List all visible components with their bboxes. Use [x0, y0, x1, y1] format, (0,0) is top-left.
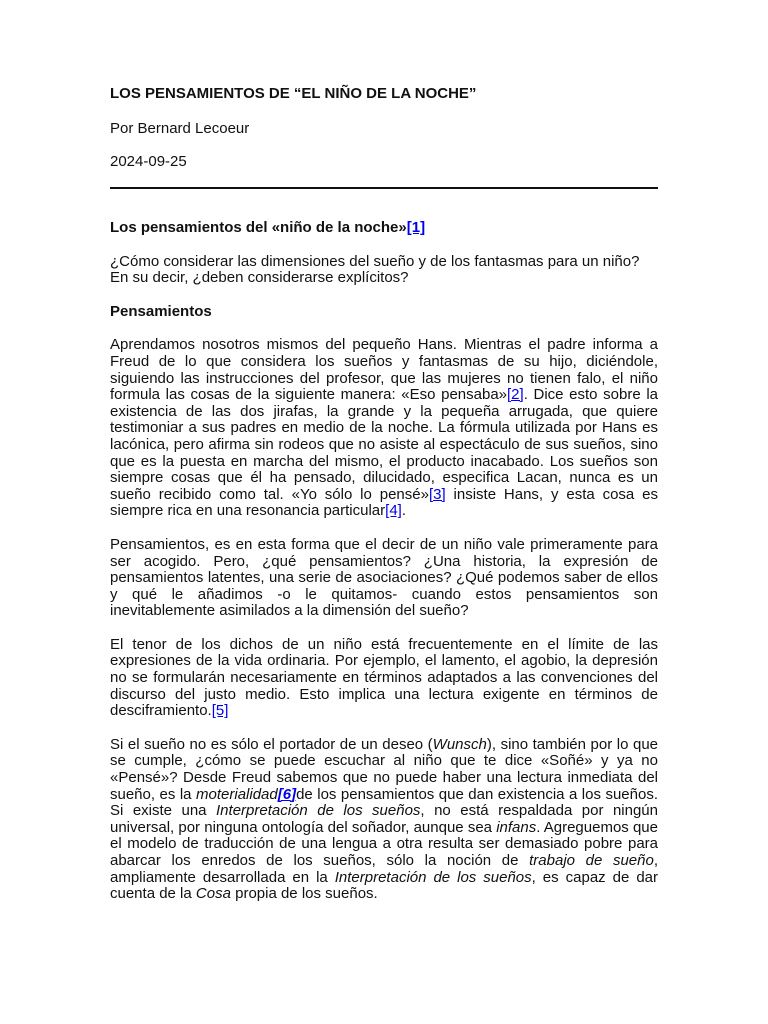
- paragraph-text: insiste Hans, y esta cosa es siempre rica en una resonancia particular: [110, 485, 658, 520]
- publication-date: 2024-09-25: [110, 153, 187, 170]
- paragraph-2: Pensamientos, es en esta forma que el decir de un niño vale primeramente para ser acogido. Pero, ¿qué pensamientos? ¿Una historia, la expresión de pensamientos latentes, una serie de asociaciones? ¿Qué podemos saber de ellos y qué le añadimos -o le quitamos- cuando estos pensamientos son inevitablemente asimilados a la dimensión del sueño?: [110, 535, 658, 620]
- article-heading-text: Los pensamientos del «niño de la noche»: [110, 219, 407, 236]
- document-title: LOS PENSAMIENTOS DE “EL NIÑO DE LA NOCHE”: [110, 85, 477, 102]
- paragraph-text: . Agreguemos que el modelo de traducción de una lengua a otra resulta ser demasiado pobre para abarcar los enredos de los sueños, sólo la noción de: [110, 818, 658, 869]
- footnote-link-4[interactable]: [4]: [385, 502, 402, 520]
- footnote-link-6[interactable]: [6]: [277, 785, 297, 803]
- paragraph-text: , es capaz de dar cuenta de la: [110, 868, 658, 903]
- book-title-interpretacion: Interpretación de los sueños: [334, 868, 532, 886]
- paragraph-text: Aprendamos nosotros mismos del pequeño Hans. Mientras el padre informa a Freud de lo que considera los sueños y fantasmas de su hijo, diciéndole, siguiendo las instrucciones del profesor, que las mujeres no tienen falo, el niño formula las cosas de la siguiente manera: «Eso pensaba»: [110, 336, 658, 404]
- paragraph-text: propia de los sueños.: [230, 885, 378, 903]
- paragraph-4: [110, 737, 658, 903]
- paragraph-text: El tenor de los dichos de un niño está frecuentemente en el límite de las expresiones de la vida ordinaria. Por ejemplo, el lamento, el agobio, la depresión no se formularán necesariamente en términos adaptados a las convenciones del discurso del justo medio. Esto implica una lectura exigente en términos de desciframiento.: [110, 635, 658, 720]
- term-wunsch: Wunsch: [432, 735, 487, 753]
- footnote-link-1[interactable]: [1]: [406, 219, 426, 236]
- section-title: Pensamientos: [110, 302, 212, 320]
- paragraph-text: , no está respaldada por ningún universal, por ninguna ontología del soñador, aunque sea: [110, 802, 658, 836]
- paragraph-text: .: [401, 502, 407, 520]
- paragraph-text: de los pensamientos que dan existencia a los sueños. Si existe una: [110, 785, 659, 820]
- paragraph-1: [110, 337, 658, 520]
- author-line: Por Bernard Lecoeur: [110, 120, 250, 137]
- footnote-link-2[interactable]: [2]: [507, 386, 524, 404]
- term-materialidad: moterialidad: [196, 785, 278, 803]
- term-trabajo-de-sueno: trabajo de sueño: [529, 852, 654, 869]
- footnote-link-3[interactable]: [3]: [428, 485, 446, 503]
- paragraph-text: , ampliamente desarrollada en la: [110, 852, 658, 886]
- paragraph-3: [110, 637, 658, 720]
- term-cosa: Cosa: [195, 885, 231, 903]
- header-divider: [110, 187, 658, 189]
- book-title-interpretacion: Interpretación de los sueños: [216, 802, 421, 820]
- intro-paragraph: ¿Cómo considerar las dimensiones del sueño y de los fantasmas para un niño? En su decir, ¿deben considerarse explícitos?: [110, 252, 640, 287]
- footnote-link-5[interactable]: [5]: [211, 702, 229, 720]
- paragraph-text: . Dice esto sobre la existencia de las dos jirafas, la grande y la pequeña arrugada, que quiere testimoniar a sus padres en medio de la noche. La fórmula utilizada por Hans es lacónica, pero afirma sin rodeos que no asiste al espectáculo de sus sueños, sino que es la puesta en marcha del mismo, el producto inacabado. Los sueños son siempre cosas que él ha pensado, dilucidado, especifica Lacan, nunca es un sueño recibido como tal. «Yo sólo lo pensé»: [110, 386, 658, 503]
- paragraph-text: Si el sueño no es sólo el portador de un deseo (: [110, 735, 433, 753]
- article-heading: [110, 220, 658, 237]
- paragraph-text: ), sino también por lo que se cumple, ¿cómo se puede escuchar al niño que te dice «Soñé» y ya no «Pensé»? Desde Freud sabemos que no puede haber una lectura inmediata del sueño, es la: [110, 735, 658, 803]
- term-infans: infans: [496, 818, 537, 836]
- article-body: [110, 220, 658, 920]
